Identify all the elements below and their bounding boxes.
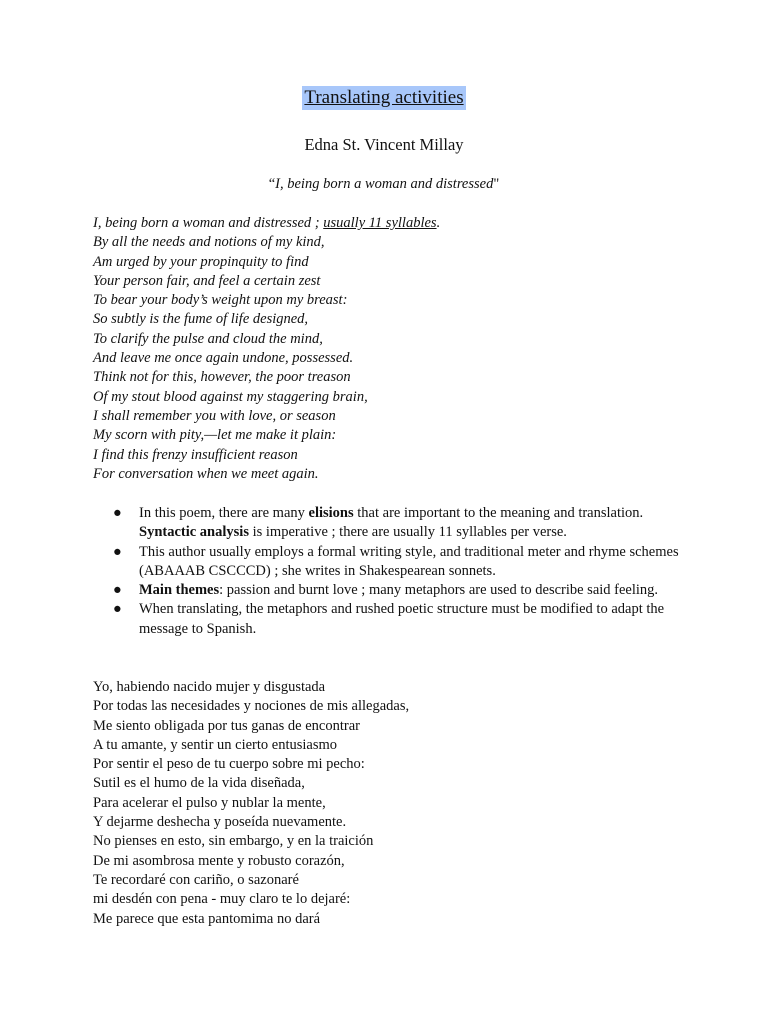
translation-line: mi desdén con pena - muy claro te lo dejaré:: [93, 891, 351, 908]
poem-title-open-quote: “: [268, 176, 276, 192]
poem-first-line-end: .: [436, 215, 441, 231]
bullet-bold-text: Main themes: [139, 582, 220, 599]
translation-line: De mi asombrosa mente y robusto corazón,: [93, 852, 345, 869]
poem-line: So subtly is the fume of life designed,: [93, 311, 309, 328]
translation-line: A tu amante, y sentir un cierto entusiasmo: [93, 736, 338, 753]
bullet-icon: ●: [113, 582, 122, 599]
poem-line: By all the needs and notions of my kind,: [93, 234, 325, 251]
bullet-icon: ●: [113, 505, 122, 521]
page-title[interactable]: Translating activities: [304, 87, 464, 108]
poem-line: Of my stout blood against my staggering brain,: [93, 388, 368, 405]
poem-line: I find this frenzy insufficient reason: [93, 446, 298, 463]
poem-line: I shall remember you with love, or season: [93, 407, 336, 424]
poem-line: And leave me once again undone, possessed.: [93, 350, 354, 367]
poem-line: Think not for this, however, the poor treason: [93, 369, 351, 386]
bullet-item: [93, 581, 693, 600]
bullet-text: that are important to the meaning and translation.: [353, 505, 644, 521]
author-name: Edna St. Vincent Millay: [304, 135, 464, 154]
translation-line: Yo, habiendo nacido mujer y disgustada: [93, 679, 326, 695]
bullet-item: [93, 504, 693, 543]
translation-line: Para acelerar el pulso y nublar la mente,: [93, 794, 326, 811]
bullet-text: is imperative ; there are usually 11 syllables per verse.: [248, 524, 567, 541]
bullet-bold-text: elisions: [308, 505, 354, 521]
bullet-item: [93, 543, 693, 582]
bullet-text: : passion and burnt love ; many metaphors are used to describe said feeling.: [219, 582, 659, 599]
syllable-note: usually 11 syllables: [323, 215, 437, 231]
translation-line: Y dejarme deshecha y poseída nuevamente.: [93, 814, 347, 831]
bullet-text: This author usually employs a formal writing style, and traditional meter and rhyme schemes (ABAAAB CSCCCD) ; she writes in Shakespearean sonnets.: [139, 543, 679, 579]
translation-line: Sutil es el humo de la vida diseñada,: [93, 775, 305, 792]
translation-line: Por todas las necesidades y nociones de mis allegadas,: [93, 698, 410, 715]
poem-first-line-text: I, being born a woman and distressed ;: [93, 215, 324, 231]
poem-line: To bear your body’s weight upon my breast:: [93, 292, 348, 309]
bullet-icon: ●: [113, 601, 122, 618]
poem-line: Am urged by your propinquity to find: [93, 253, 309, 270]
english-poem: [93, 214, 440, 484]
title-container: [0, 86, 768, 110]
translation-line: Por sentir el peso de tu cuerpo sobre mi pecho:: [93, 756, 365, 773]
poem-line: My scorn with pity,—let me make it plain:: [93, 427, 337, 444]
poem-line: [93, 214, 440, 233]
notes-bullet-list: [93, 504, 693, 639]
translation-line: Me siento obligada por tus ganas de encontrar: [93, 717, 360, 734]
bullet-item: [93, 600, 693, 639]
translation-line: Te recordaré con cariño, o sazonaré: [93, 871, 299, 888]
poem-title: [0, 176, 768, 193]
translation-line: Me parece que esta pantomima no dará: [93, 910, 321, 927]
poem-line: To clarify the pulse and cloud the mind,: [93, 330, 323, 347]
bullet-text: In this poem, there are many: [139, 505, 309, 521]
poem-line: For conversation when we meet again.: [93, 465, 319, 482]
bullet-text: When translating, the metaphors and rushed poetic structure must be modified to adapt the message to Spanish.: [139, 601, 665, 637]
bullet-icon: ●: [113, 543, 122, 560]
poem-line: Your person fair, and feel a certain zest: [93, 272, 321, 289]
poem-title-text: I, being born a woman and distressed: [275, 176, 494, 192]
bullet-bold-text: Syntactic analysis: [139, 524, 249, 541]
translation-line: No pienses en esto, sin embargo, y en la traición: [93, 833, 374, 850]
spanish-translation: [93, 678, 409, 929]
poem-title-close-quote: ": [493, 176, 500, 192]
